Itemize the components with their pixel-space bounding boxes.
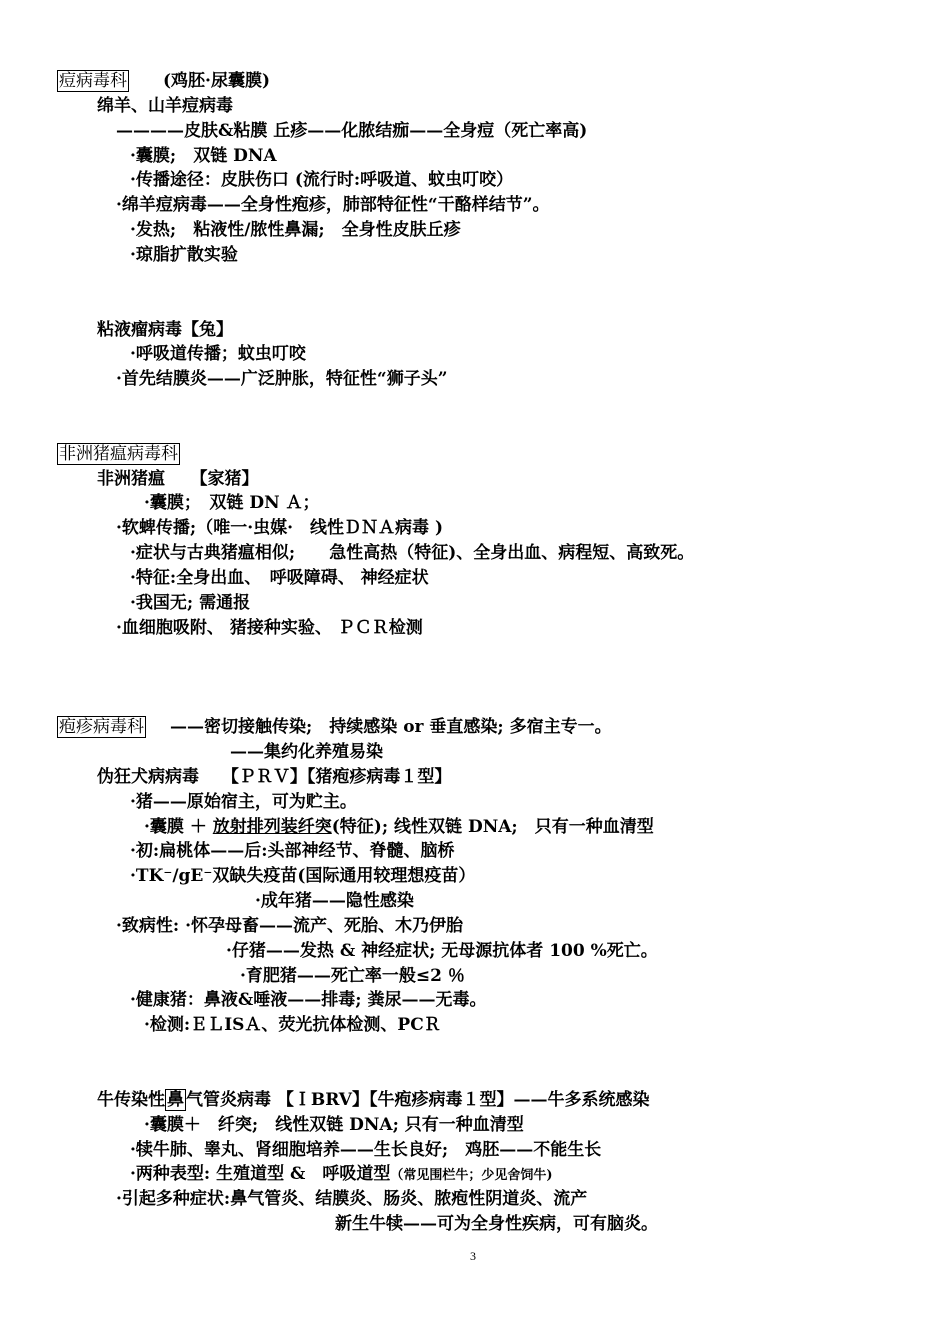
text-line: ·检测:ＥＬISＡ、荧光抗体检测、PCＲ — [144, 1015, 441, 1035]
text-line: ·发热; 粘液性/脓性鼻漏; 全身性皮肤丘疹 — [130, 220, 461, 240]
section-title: 非洲猪瘟病毒科 — [59, 444, 178, 464]
text-line: ·囊膜＋ 纤突; 线性双链 DNA; 只有一种血清型 — [144, 1115, 524, 1135]
text-line: 非洲猪瘟 【家猪】 — [97, 469, 259, 489]
section-note: ——密切接触传染; 持续感染 or 垂直感染; 多宿主专一。 — [170, 717, 612, 737]
text-line: ————皮肤&粘膜 丘疹——化脓结痂——全身痘（死亡率高) — [116, 121, 588, 141]
text-line: ·囊膜； 双链 DN Ａ； — [144, 493, 320, 513]
text-span: 气管炎病毒 【ＩBRV】【牛疱疹病毒１型】——牛多系统感染 — [186, 1090, 650, 1110]
text-line: ·犊牛肺、睾丸、肾细胞培养——生长良好; 鸡胚——不能生长 — [130, 1140, 602, 1160]
text-line: ·传播途径：皮肤伤口 (流行时:呼吸道、蚊虫叮咬） — [130, 170, 514, 190]
text-line: ·囊膜; 双链 DNA — [130, 146, 277, 166]
page-number: 3 — [470, 1249, 476, 1263]
section-title: 痘病毒科 — [59, 71, 127, 91]
text-line: ·特征:全身出血、 呼吸障碍、 神经症状 — [130, 568, 429, 588]
text-line: ·我国无; 需通报 — [130, 593, 251, 613]
text-line: ——集约化养殖易染 — [230, 742, 383, 762]
text-line: ·症状与古典猪瘟相似; 急性高热（特征)、全身出血、病程短、高致死。 — [130, 543, 695, 563]
text-line: ·致病性: ·怀孕母畜——流产、死胎、木乃伊胎 — [116, 916, 464, 936]
text-line: ·成年猪——隐性感染 — [255, 891, 414, 911]
text-line: ·健康猪：鼻液&唾液——排毒; 粪尿——无毒。 — [130, 990, 487, 1010]
text-span: (特征); 线性双链 DNA; 只有一种血清型 — [331, 817, 654, 837]
small-note: （常见围栏牛；少见舍饲牛) — [390, 1168, 553, 1183]
text-line: 伪狂犬病病毒 【ＰＲＶ】【猪疱疹病毒１型】 — [97, 767, 452, 787]
text-line: ·育肥猪——死亡率一般≤2 ％ — [240, 966, 465, 986]
section-note: (鸡胚·尿囊膜) — [163, 71, 271, 91]
text-line: ·引起多种症状:鼻气管炎、结膜炎、肠炎、脓疱性阴道炎、流产 — [116, 1189, 588, 1209]
text-line: ·血细胞吸附、 猪接种实验、 ＰＣＲ检测 — [116, 618, 423, 638]
text-span: ·两种表型: 生殖道型 & 呼吸道型 — [130, 1164, 391, 1184]
text-line: ·仔猪——发热 & 神经症状; 无母源抗体者 100 %死亡。 — [226, 941, 658, 961]
text-line: ·首先结膜炎——广泛肿胀，特征性“狮子头” — [116, 369, 448, 389]
text-span: ·囊膜 ＋ — [144, 817, 213, 837]
text-line — [144, 816, 654, 838]
text-line — [97, 1089, 650, 1111]
underlined-text: 放射排列装纤突 — [212, 817, 332, 837]
text-line: 粘液瘤病毒【兔】 — [97, 320, 233, 340]
section-heading-asfarviridae — [57, 443, 180, 465]
text-line: ·猪——原始宿主，可为贮主。 — [130, 792, 357, 812]
text-line: ·TK⁻/gE⁻双缺失疫苗(国际通用较理想疫苗） — [130, 866, 476, 886]
section-heading-herpesviridae — [57, 716, 612, 738]
text-line: ·绵羊痘病毒——全身性疱疹，肺部特征性“干酪样结节”。 — [116, 195, 550, 215]
text-line: ·软蜱传播;（唯一·虫媒· 线性ＤＮＡ病毒 ) — [116, 518, 443, 538]
text-line: ·呼吸道传播；蚊虫叮咬 — [130, 344, 306, 364]
section-heading-poxviridae — [57, 70, 270, 92]
boxed-character: 鼻 — [167, 1090, 184, 1110]
text-line — [130, 1163, 553, 1187]
text-line: ·琼脂扩散实验 — [130, 245, 238, 265]
text-span: 牛传染性 — [97, 1090, 165, 1110]
section-title: 疱疹病毒科 — [59, 717, 144, 737]
text-line: 新生牛犊——可为全身性疾病，可有脑炎。 — [335, 1214, 658, 1234]
text-line: ·初:扁桃体——后:头部神经节、脊髓、脑桥 — [130, 841, 455, 861]
text-line: 绵羊、山羊痘病毒 — [97, 96, 233, 116]
